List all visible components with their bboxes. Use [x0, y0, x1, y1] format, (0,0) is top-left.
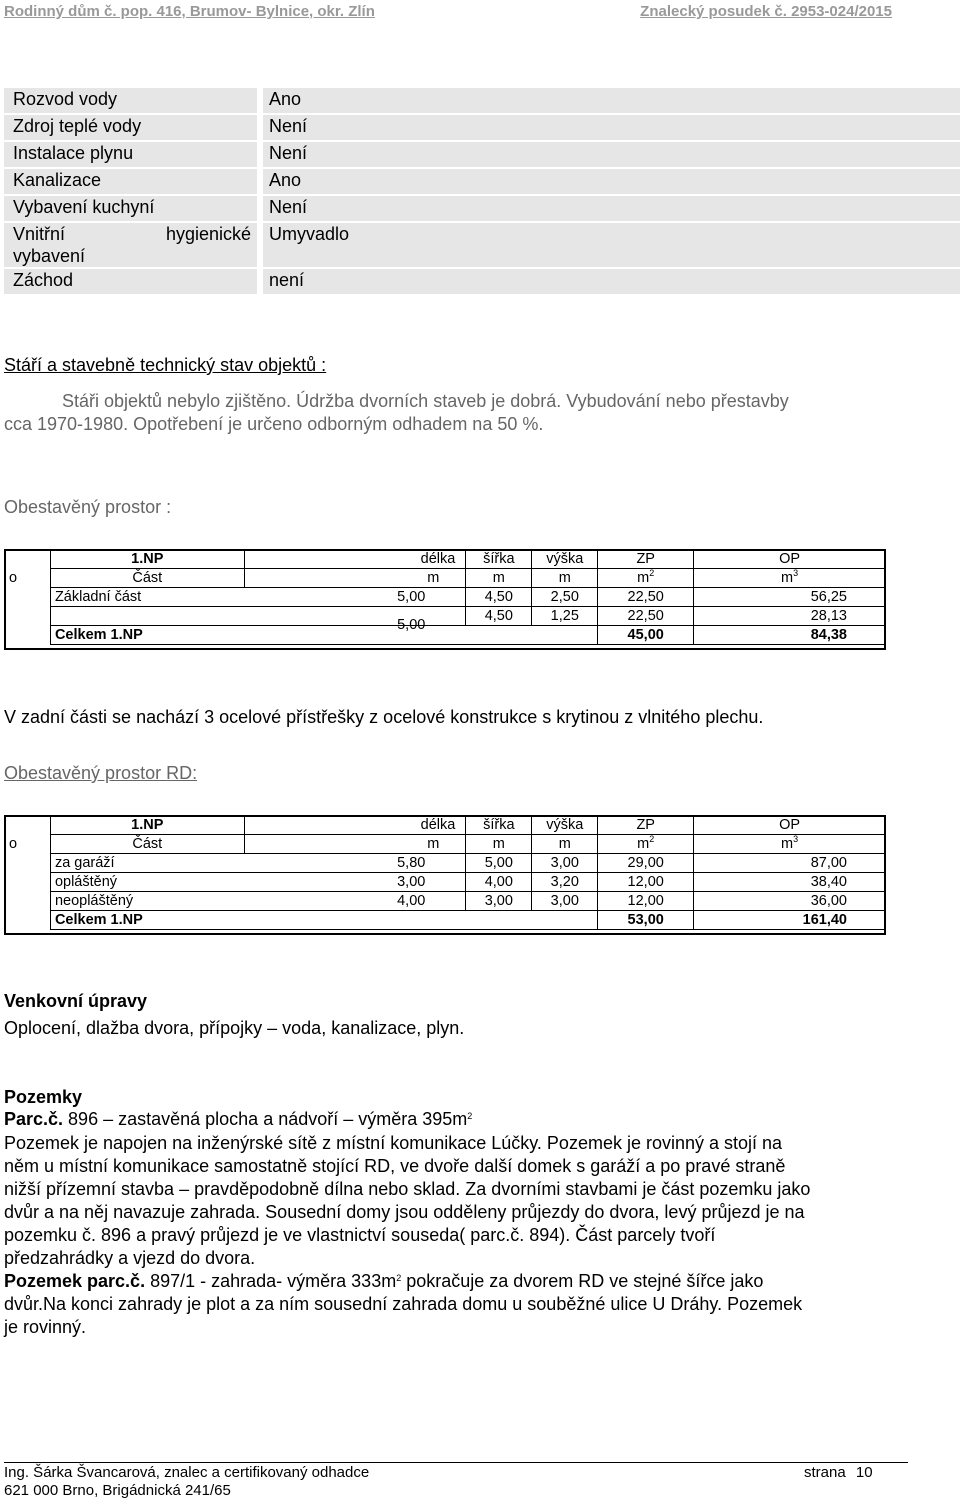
equipment-table — [4, 86, 960, 296]
text-line: něm u místní komunikace samostatně stojící RD, ve dvoře další domek s garáží a po pravé straně — [4, 1156, 786, 1176]
table-cell — [50, 892, 465, 911]
table-cell: 22,50 — [598, 607, 694, 626]
table-cell — [694, 835, 886, 854]
table-cell: 1.NP — [50, 550, 244, 569]
table-cell: 22,50 — [598, 588, 694, 607]
table-cell: 56,25 — [694, 588, 886, 607]
sheds-note: V zadní části se nachází 3 ocelové přístřešky z ocelové konstrukce s krytinou z vlnitého plechu. — [4, 707, 764, 727]
parcel-text: 897/1 - zahrada- výměra 333m — [145, 1271, 397, 1291]
footer-author: Ing. Šárka Švancarová, znalec a certifikovaný odhadce — [4, 1464, 370, 1481]
equipment-value: Umyvadlo — [257, 223, 960, 267]
footer-divider — [4, 1462, 908, 1463]
equipment-label: Instalace plynu — [4, 142, 257, 167]
table-cell: ZP — [598, 816, 694, 835]
table-cell: 12,00 — [598, 892, 694, 911]
text-line: je rovinný. — [4, 1317, 87, 1337]
row-value: 3,00 — [397, 874, 426, 890]
table-cell: 4,50 — [466, 607, 532, 626]
parcel-label: Pozemek parc.č. — [4, 1271, 146, 1291]
parcel-text: 896 – zastavěná plocha a nádvoří – výměra 395m — [63, 1109, 468, 1129]
unit-text: m — [781, 570, 794, 586]
equipment-label: Vybavení kuchyní — [4, 196, 257, 221]
parcel-label: Parc.č. — [4, 1109, 64, 1129]
table-cell — [5, 892, 51, 911]
table-cell: délka — [244, 550, 466, 569]
page-label: strana — [804, 1464, 846, 1481]
unit-sup: 3 — [793, 834, 799, 844]
table-cell: 53,00 — [598, 911, 694, 930]
table-cell: šířka — [466, 816, 532, 835]
table-row — [4, 142, 960, 167]
label-part: Vnitřní — [13, 224, 66, 244]
text-line: pozemku č. 896 a pravý průjezd je ve vlastnictví souseda( parc.č. 894). Část parcely tvoří — [4, 1225, 716, 1245]
table-cell: 2,50 — [532, 588, 598, 607]
table-cell: 3,00 — [532, 854, 598, 873]
table-cell: m — [466, 835, 532, 854]
table-cell: 28,13 — [694, 607, 886, 626]
table-row — [5, 911, 886, 930]
unit-sup: 2 — [649, 834, 655, 844]
table-cell: výška — [532, 550, 598, 569]
table-cell: m — [532, 569, 598, 588]
table-cell — [5, 607, 51, 626]
table-cell: 161,40 — [694, 911, 886, 930]
header-right: Znalecký posudek č. 2953-024/2015 — [640, 3, 892, 20]
text-line: nižší přízemní stavba – pravděpodobně dílna nebo sklad. Za dvorními stavbami je část pozemku jako — [4, 1179, 811, 1199]
table-cell — [50, 854, 465, 873]
table-cell: OP — [694, 816, 886, 835]
table-row — [4, 115, 960, 140]
table-cell — [5, 854, 51, 873]
table-cell — [694, 569, 886, 588]
text-line: Pozemek je napojen na inženýrské sítě z místní komunikace Lúčky. Pozemek je rovinný a stojí na — [4, 1133, 783, 1153]
space1-table — [4, 549, 886, 645]
table-cell: 5,00 — [466, 854, 532, 873]
row-value: 5,00 — [397, 617, 426, 633]
table-cell: m — [466, 569, 532, 588]
table-cell: 12,00 — [598, 873, 694, 892]
table-cell: o — [5, 569, 51, 588]
table-cell — [50, 588, 465, 607]
row-label: Základní část — [54, 589, 142, 605]
table-cell: m — [532, 835, 598, 854]
parcel-896 — [4, 1108, 472, 1131]
table-cell — [598, 835, 694, 854]
space2-heading: Obestavěný prostor RD: — [4, 763, 198, 783]
table-row — [5, 873, 886, 892]
age-line2: cca 1970-1980. Opotřebení je určeno odborným odhadem na 50 %. — [4, 414, 544, 434]
age-line1: Stáři objektů nebylo zjištěno. Údržba dvorních staveb je dobrá. Vybudování nebo přestavby — [62, 391, 789, 411]
table-row — [4, 223, 960, 267]
land-heading: Pozemky — [4, 1087, 83, 1107]
row-label: neopláštěný — [54, 893, 134, 909]
table-cell: Celkem 1.NP — [50, 911, 597, 930]
table-cell: Celkem 1.NP — [50, 626, 597, 645]
table-row — [5, 816, 886, 835]
parcel-897 — [4, 1270, 810, 1293]
table-cell — [50, 607, 465, 633]
parcel-sup: 2 — [396, 1273, 402, 1283]
footer-page — [804, 1464, 873, 1481]
equipment-value: Ano — [257, 169, 960, 194]
row-label: opláštěný — [54, 874, 118, 890]
row-label: za garáží — [54, 855, 115, 871]
unit-text: m — [637, 570, 650, 586]
label-part: hygienické — [165, 224, 251, 244]
table-cell — [5, 911, 51, 930]
table-cell: 4,00 — [466, 873, 532, 892]
footer-address: 621 000 Brno, Brigádnická 241/65 — [4, 1482, 231, 1499]
table-cell: 1,25 — [532, 607, 598, 626]
table-cell: 36,00 — [694, 892, 886, 911]
table-row — [5, 854, 886, 873]
table-cell: 3,00 — [466, 892, 532, 911]
table-cell: Část — [50, 835, 244, 854]
table-cell — [5, 626, 51, 645]
label-part: vybavení — [13, 246, 86, 266]
unit-sup: 3 — [793, 568, 799, 578]
table-cell: 3,00 — [532, 892, 598, 911]
unit-text: m — [781, 836, 794, 852]
table-row — [4, 269, 960, 294]
table-cell — [5, 816, 51, 835]
table-row — [4, 196, 960, 221]
row-value: 5,80 — [397, 855, 426, 871]
table-row — [5, 892, 886, 911]
row-value: 5,00 — [397, 589, 426, 605]
table-row — [4, 169, 960, 194]
equipment-value: Není — [257, 196, 960, 221]
header-left: Rodinný dům č. pop. 416, Brumov- Bylnice, okr. Zlín — [4, 3, 375, 20]
table-cell: 84,38 — [694, 626, 886, 645]
equipment-value: Není — [257, 142, 960, 167]
table-row — [5, 835, 886, 854]
equipment-label — [4, 223, 257, 267]
table-row — [5, 626, 886, 645]
table-cell — [598, 569, 694, 588]
equipment-label: Zdroj teplé vody — [4, 115, 257, 140]
table-cell — [5, 550, 51, 569]
table-cell: šířka — [466, 550, 532, 569]
table-row — [5, 588, 886, 607]
table-cell: m — [244, 835, 466, 854]
land-description — [4, 1132, 810, 1339]
table-row — [5, 550, 886, 569]
outdoor-text: Oplocení, dlažba dvora, přípojky – voda, kanalizace, plyn. — [4, 1018, 465, 1038]
page-number: 10 — [855, 1464, 873, 1481]
table-cell — [5, 873, 51, 892]
table-row — [4, 88, 960, 113]
table-row — [5, 607, 886, 626]
table-cell: ZP — [598, 550, 694, 569]
parcel-text: pokračuje za dvorem RD ve stejné šířce jako — [401, 1271, 764, 1291]
unit-text: m — [637, 836, 650, 852]
table-cell: délka — [244, 816, 466, 835]
table-cell: m — [244, 569, 466, 588]
table-cell: OP — [694, 550, 886, 569]
equipment-value: není — [257, 269, 960, 294]
table-cell: o — [5, 835, 51, 854]
equipment-value: Ano — [257, 88, 960, 113]
parcel-sup: 2 — [467, 1111, 473, 1121]
table-cell — [50, 873, 465, 892]
table-cell: 4,50 — [466, 588, 532, 607]
outdoor-heading: Venkovní úpravy — [4, 991, 148, 1011]
table-cell — [5, 588, 51, 607]
row-value: 4,00 — [397, 893, 426, 909]
equipment-label: Kanalizace — [4, 169, 257, 194]
table-cell: 45,00 — [598, 626, 694, 645]
table-cell: 29,00 — [598, 854, 694, 873]
equipment-label: Záchod — [4, 269, 257, 294]
equipment-label: Rozvod vody — [4, 88, 257, 113]
table-row — [5, 569, 886, 588]
table-cell: 38,40 — [694, 873, 886, 892]
age-heading: Stáří a stavebně technický stav objektů : — [4, 355, 327, 375]
text-line: dvůr a na něj navazuje zahrada. Sousední domy jsou odděleny průjezdy do dvora, levý průjezd je na — [4, 1202, 805, 1222]
equipment-value: Není — [257, 115, 960, 140]
table-cell: výška — [532, 816, 598, 835]
table-cell: 3,20 — [532, 873, 598, 892]
space1-heading: Obestavěný prostor : — [4, 497, 172, 517]
table-cell: Část — [50, 569, 244, 588]
space2-table — [4, 815, 886, 930]
unit-sup: 2 — [649, 568, 655, 578]
text-line: předzahrádky a vjezd do dvora. — [4, 1248, 256, 1268]
table-cell: 87,00 — [694, 854, 886, 873]
table-cell: 1.NP — [50, 816, 244, 835]
text-line: dvůr.Na konci zahrady je plot a za ním sousední zahrada domu u souběžné ulice U Dráhy. Pozemek — [4, 1294, 803, 1314]
